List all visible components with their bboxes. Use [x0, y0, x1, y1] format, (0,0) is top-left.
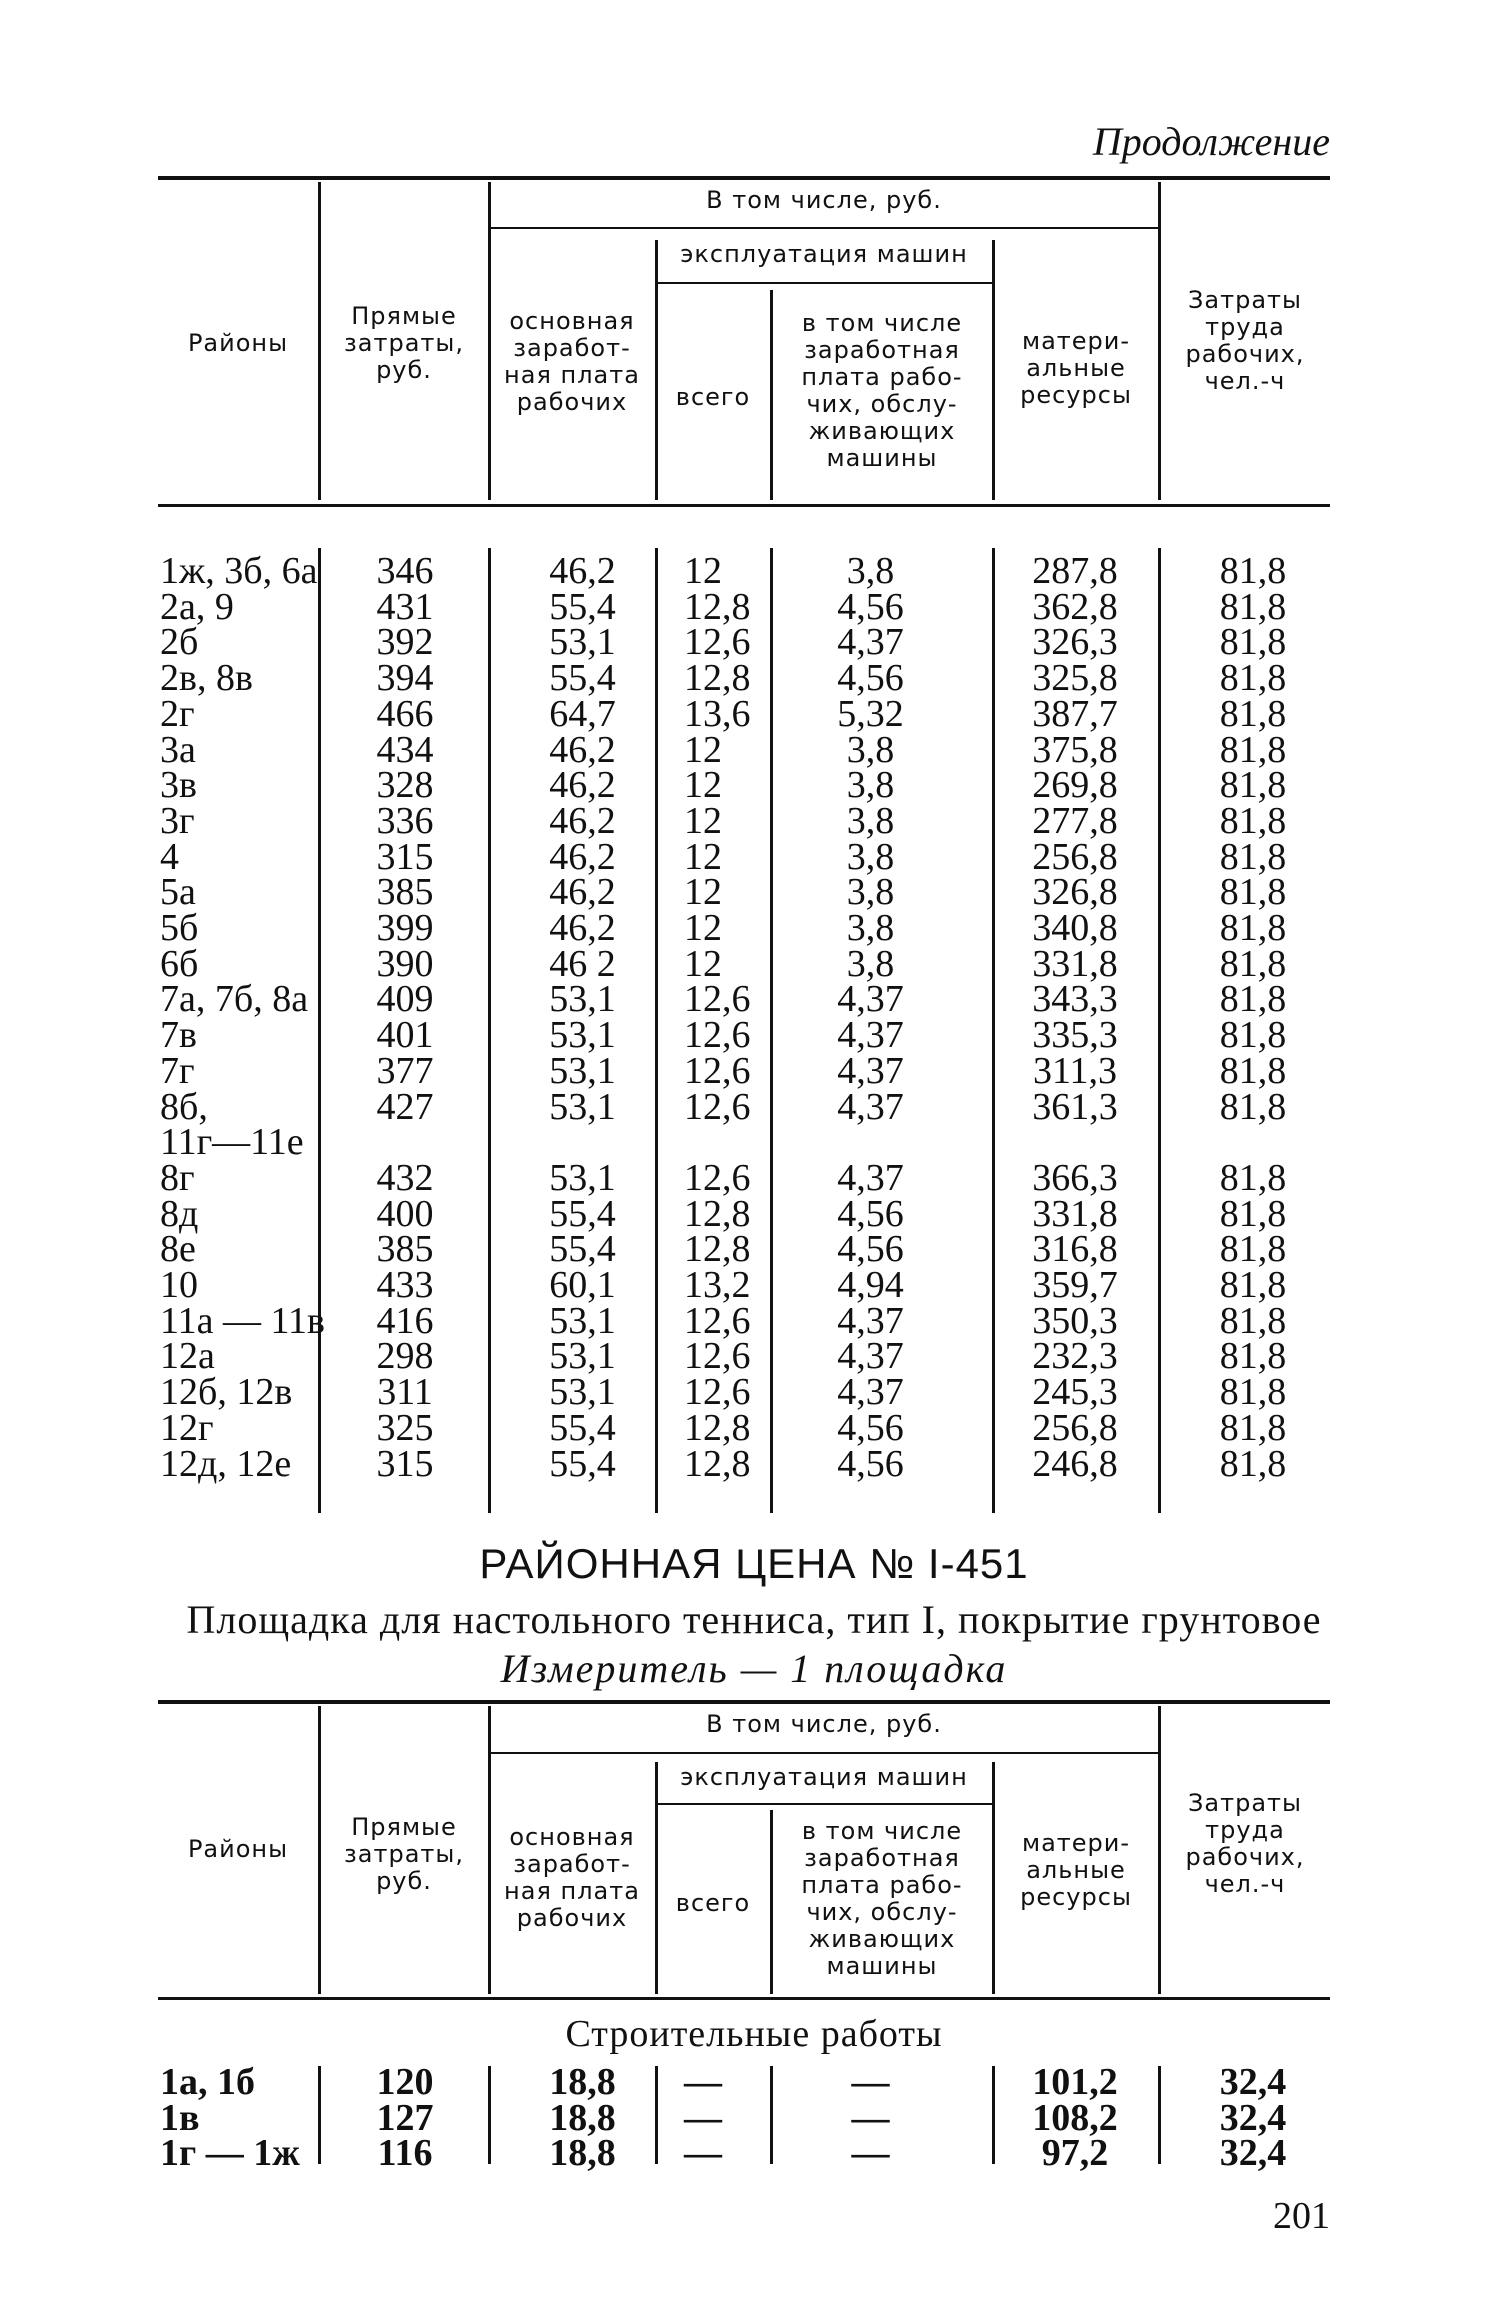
table-cell: 81,8	[1219, 1264, 1287, 1306]
table-cell: 316,8	[1032, 1228, 1118, 1271]
table-cell: 361,3	[1032, 1085, 1118, 1128]
table-cell: 1а, 1б	[160, 2061, 255, 2103]
table-cell: 120	[376, 2061, 434, 2103]
table-cell: 53,1	[549, 1371, 616, 1414]
table-cell: 5б	[160, 907, 199, 949]
table-cell: 12,8	[684, 1442, 751, 1485]
t2-header-machine-wages: в том числе заработная плата рабо- чих, обслу- живающих машины	[801, 1817, 963, 1980]
table-cell: 311	[377, 1371, 433, 1414]
table-cell: 12,8	[684, 585, 751, 628]
table-cell: 18,8	[549, 2132, 616, 2174]
table-cell: 55,4	[549, 585, 616, 628]
table-cell: 46,2	[549, 764, 616, 807]
table-cell: 12	[684, 835, 722, 878]
table-cell: 311,3	[1032, 1049, 1118, 1092]
table-cell: 7в	[160, 1014, 197, 1057]
price-subtitle: Площадка для настольного тенниса, тип I, покрытие грунтовое	[186, 1597, 1322, 1642]
table-cell: 53,1	[549, 1335, 616, 1378]
table-cell: 13,6	[684, 692, 751, 735]
table-cell: 315	[376, 835, 434, 878]
header-district: Районы	[187, 329, 289, 357]
table-cell: 12а	[160, 1335, 215, 1378]
table-cell: 4,37	[837, 621, 904, 664]
table-cell: 81,8	[1219, 1228, 1287, 1271]
table-cell: 4,37	[837, 1299, 904, 1342]
table-cell: 81,8	[1219, 1299, 1287, 1342]
table-cell: 2г	[160, 692, 195, 735]
table-cell: 12	[684, 907, 722, 949]
table-cell: 401	[376, 1014, 434, 1057]
table-cell: 46,2	[549, 907, 616, 949]
table-cell: 32,4	[1219, 2096, 1287, 2139]
table-cell: 81,8	[1219, 1406, 1287, 1449]
table-cell: 4,94	[837, 1264, 904, 1306]
table-cell: 4,37	[837, 1371, 904, 1414]
table-cell: 8б,	[160, 1085, 208, 1128]
table-cell: 343,3	[1032, 978, 1118, 1021]
table-cell: 81,8	[1219, 1192, 1287, 1235]
t2-header-materials: матери- альные ресурсы	[1020, 1829, 1132, 1911]
table-cell: 8д	[160, 1192, 199, 1235]
t2-header-direct-costs: Прямые затраты, руб.	[344, 1813, 464, 1895]
table-cell: 1в	[160, 2096, 200, 2139]
table-cell: 366,3	[1032, 1156, 1118, 1199]
table-cell: 4	[160, 835, 179, 878]
table-cell: 1г — 1ж	[160, 2132, 300, 2174]
table-cell: 325,8	[1032, 657, 1118, 700]
table-cell: —	[684, 2061, 722, 2103]
t2-header-machines: эксплуатация машин	[680, 1763, 968, 1791]
page-number: 201	[1273, 2195, 1330, 2237]
table-cell: 81,8	[1219, 1371, 1287, 1414]
table-cell: 81,8	[1219, 1442, 1287, 1485]
table-cell: 12,6	[684, 1085, 751, 1128]
table-cell: 12,8	[684, 1228, 751, 1271]
table-cell: 46 2	[549, 942, 616, 985]
table-cell: 81,8	[1219, 1335, 1287, 1378]
table-cell: 81,8	[1219, 692, 1287, 735]
table-cell: 431	[376, 585, 434, 628]
table-cell: 127	[376, 2096, 434, 2139]
table-cell: 4,37	[837, 1049, 904, 1092]
header-materials: матери- альные ресурсы	[1020, 327, 1132, 409]
table-cell: 81,8	[1219, 799, 1287, 842]
table-cell: 60,1	[549, 1264, 616, 1306]
table-cell: 399	[376, 907, 434, 949]
table-cell: 32,4	[1219, 2061, 1287, 2103]
table-cell: 53,1	[549, 978, 616, 1021]
table-cell: 377	[376, 1049, 434, 1092]
table-cell: 394	[376, 657, 434, 700]
table-cell: 245,3	[1032, 1371, 1118, 1414]
table-cell: 7а, 7б, 8а	[160, 978, 309, 1021]
table-cell: 326,3	[1032, 621, 1118, 664]
table-cell: 81,8	[1219, 942, 1287, 985]
table-cell: 3г	[160, 799, 195, 842]
t2-header-labor: Затраты труда рабочих, чел.-ч	[1185, 1789, 1305, 1898]
table-cell: 7г	[160, 1049, 195, 1092]
table-cell: 12,6	[684, 1335, 751, 1378]
table-cell: 18,8	[549, 2061, 616, 2103]
table-cell: 433	[376, 1264, 434, 1306]
table-cell: 2б	[160, 621, 199, 664]
table-cell: 81,8	[1219, 907, 1287, 949]
table-cell: 4,56	[837, 657, 904, 700]
table-cell: 55,4	[549, 1442, 616, 1485]
header-direct-costs: Прямые затраты, руб.	[344, 302, 464, 384]
table-cell: 6б	[160, 942, 199, 985]
header-total: всего	[675, 383, 751, 411]
table-cell: 12,6	[684, 978, 751, 1021]
price-title: РАЙОННАЯ ЦЕНА № I-451	[479, 1540, 1029, 1587]
table-cell: 3,8	[846, 835, 895, 878]
table-cell: 331,8	[1032, 942, 1118, 985]
table-cell: 46,2	[549, 550, 616, 592]
table-cell: 287,8	[1032, 550, 1118, 592]
table-cell: 325	[376, 1406, 434, 1449]
table-cell: 432	[376, 1156, 434, 1199]
table-cell: 81,8	[1219, 550, 1287, 592]
table-cell: 3,8	[846, 942, 895, 985]
table-cell: 256,8	[1032, 835, 1118, 878]
table-cell: 53,1	[549, 621, 616, 664]
table-cell: 409	[376, 978, 434, 1021]
table-cell: 400	[376, 1192, 434, 1235]
table-cell: 8е	[160, 1228, 196, 1271]
t2-header-including: В том числе, руб.	[706, 1710, 942, 1738]
table-cell: 46,2	[549, 871, 616, 914]
table-cell: 4,37	[837, 1335, 904, 1378]
table-cell: 387,7	[1032, 692, 1118, 735]
table-cell: 12г	[160, 1406, 214, 1449]
table-cell: 340,8	[1032, 907, 1118, 949]
table-cell: 12,6	[684, 1014, 751, 1057]
table-cell: 12	[684, 550, 722, 592]
table-cell: 4,37	[837, 1014, 904, 1057]
table-cell: 53,1	[549, 1299, 616, 1342]
table-cell: 346	[376, 550, 434, 592]
table-cell: 12,6	[684, 1371, 751, 1414]
table-cell: 466	[376, 692, 434, 735]
table-cell: 4,56	[837, 1442, 904, 1485]
table-cell: 4,56	[837, 1228, 904, 1271]
table-cell: 3в	[160, 764, 197, 807]
table-cell: 3,8	[846, 764, 895, 807]
table-cell: 81,8	[1219, 871, 1287, 914]
table-cell: 12	[684, 799, 722, 842]
table-cell: 331,8	[1032, 1192, 1118, 1235]
table-cell: 55,4	[549, 1228, 616, 1271]
table-cell: 336	[376, 799, 434, 842]
table-cell: 81,8	[1219, 764, 1287, 807]
table-cell: 326,8	[1032, 871, 1118, 914]
table-cell: 298	[376, 1335, 434, 1378]
table-cell: 2а, 9	[160, 585, 234, 628]
table-cell: 12	[684, 942, 722, 985]
table-cell: 4,56	[837, 1192, 904, 1235]
table-cell: 55,4	[549, 1406, 616, 1449]
table-cell: 81,8	[1219, 1156, 1287, 1199]
table-cell: 375,8	[1032, 728, 1118, 771]
table-cell: 53,1	[549, 1014, 616, 1057]
table-cell: —	[851, 2096, 890, 2139]
t2-header-total: всего	[675, 1889, 751, 1917]
table-cell: 256,8	[1032, 1406, 1118, 1449]
table-cell: 12,6	[684, 621, 751, 664]
table-cell: 335,3	[1032, 1014, 1118, 1057]
table-cell: 350,3	[1032, 1299, 1118, 1342]
table-cell: 246,8	[1032, 1442, 1118, 1485]
table-cell: 3,8	[846, 799, 895, 842]
table-cell: 12,8	[684, 657, 751, 700]
header-machine-wages: в том числе заработная плата рабо- чих, обслу- живающих машины	[801, 309, 963, 472]
table-cell: 12,6	[684, 1049, 751, 1092]
table-cell: 416	[376, 1299, 434, 1342]
table-cell: 81,8	[1219, 835, 1287, 878]
table-cell: 101,2	[1032, 2061, 1118, 2103]
table-cell: 81,8	[1219, 585, 1287, 628]
table-cell: 81,8	[1219, 978, 1287, 1021]
table-cell: 434	[376, 728, 434, 771]
table-cell: 55,4	[549, 657, 616, 700]
table-cell: 1ж, 3б, 6а	[160, 550, 318, 592]
table-cell: 359,7	[1032, 1264, 1118, 1306]
table-cell: —	[684, 2132, 722, 2174]
table-cell: 116	[377, 2132, 433, 2174]
table-cell: 12,8	[684, 1406, 751, 1449]
continuation-label: Продолжение	[1092, 119, 1330, 164]
table-cell: 315	[376, 1442, 434, 1485]
table-cell: 12,8	[684, 1192, 751, 1235]
table-cell: 11а — 11в	[160, 1299, 325, 1342]
table-cell: 11г—11е	[160, 1121, 304, 1164]
table-cell: 53,1	[549, 1049, 616, 1092]
table-cell: 81,8	[1219, 1014, 1287, 1057]
table-cell: 3,8	[846, 871, 895, 914]
table-cell: 12	[684, 764, 722, 807]
table-cell: 32,4	[1219, 2132, 1287, 2174]
table-cell: 4,56	[837, 585, 904, 628]
table-cell: 12	[684, 728, 722, 771]
t2-header-wages: основная заработ- ная плата рабочих	[504, 1823, 640, 1932]
table-cell: 12д, 12е	[160, 1442, 292, 1485]
table-cell: 269,8	[1032, 764, 1118, 807]
table-cell: 108,2	[1032, 2096, 1118, 2139]
table-cell: 5,32	[837, 692, 904, 735]
table-cell: 385	[376, 871, 434, 914]
table-cell: 81,8	[1219, 1085, 1287, 1128]
table-cell: 362,8	[1032, 585, 1118, 628]
table-cell: 3,8	[846, 728, 895, 771]
table-cell: 46,2	[549, 835, 616, 878]
table-cell: —	[851, 2061, 890, 2103]
table-cell: 53,1	[549, 1156, 616, 1199]
table-cell: 12	[684, 871, 722, 914]
table-cell: 81,8	[1219, 728, 1287, 771]
table-cell: 53,1	[549, 1085, 616, 1128]
table-cell: 81,8	[1219, 1049, 1287, 1092]
table-cell: 81,8	[1219, 621, 1287, 664]
table-cell: 97,2	[1041, 2132, 1109, 2174]
table-cell: 2в, 8в	[160, 657, 253, 700]
table-cell: 3а	[160, 728, 196, 771]
measure-unit: Измеритель — 1 площадка	[500, 1646, 1008, 1691]
table-cell: 18,8	[549, 2096, 616, 2139]
table-cell: 10	[160, 1264, 198, 1306]
table2-subheading: Строительные работы	[565, 2013, 943, 2055]
table-cell: 328	[376, 764, 434, 807]
table-cell: 4,37	[837, 1085, 904, 1128]
table-cell: 277,8	[1032, 799, 1118, 842]
table-cell: 385	[376, 1228, 434, 1271]
table-cell: 12,6	[684, 1299, 751, 1342]
table-cell: 12б, 12в	[160, 1371, 293, 1414]
table-cell: 81,8	[1219, 657, 1287, 700]
table-cell: 8г	[160, 1156, 195, 1199]
table-cell: 4,37	[837, 978, 904, 1021]
table-cell: —	[851, 2132, 890, 2174]
t2-header-district: Районы	[187, 1835, 289, 1863]
header-wages: основная заработ- ная плата рабочих	[504, 307, 640, 416]
table-cell: 5а	[160, 871, 196, 914]
table-cell: —	[684, 2096, 722, 2139]
header-including: В том числе, руб.	[706, 186, 942, 214]
table-cell: 64,7	[549, 692, 616, 735]
table-cell: 13,2	[684, 1264, 751, 1306]
table-cell: 4,56	[837, 1406, 904, 1449]
table-cell: 232,3	[1032, 1335, 1118, 1378]
header-machines: эксплуатация машин	[680, 240, 968, 268]
table-cell: 55,4	[549, 1192, 616, 1235]
table-cell: 3,8	[846, 907, 895, 949]
table-cell: 12,6	[684, 1156, 751, 1199]
table-cell: 390	[376, 942, 434, 985]
table-cell: 46,2	[549, 799, 616, 842]
table-cell: 3,8	[846, 550, 895, 592]
table-cell: 392	[376, 621, 434, 664]
table-cell: 4,37	[837, 1156, 904, 1199]
table-cell: 427	[376, 1085, 434, 1128]
table-cell: 46,2	[549, 728, 616, 771]
header-labor: Затраты труда рабочих, чел.-ч	[1185, 286, 1305, 395]
